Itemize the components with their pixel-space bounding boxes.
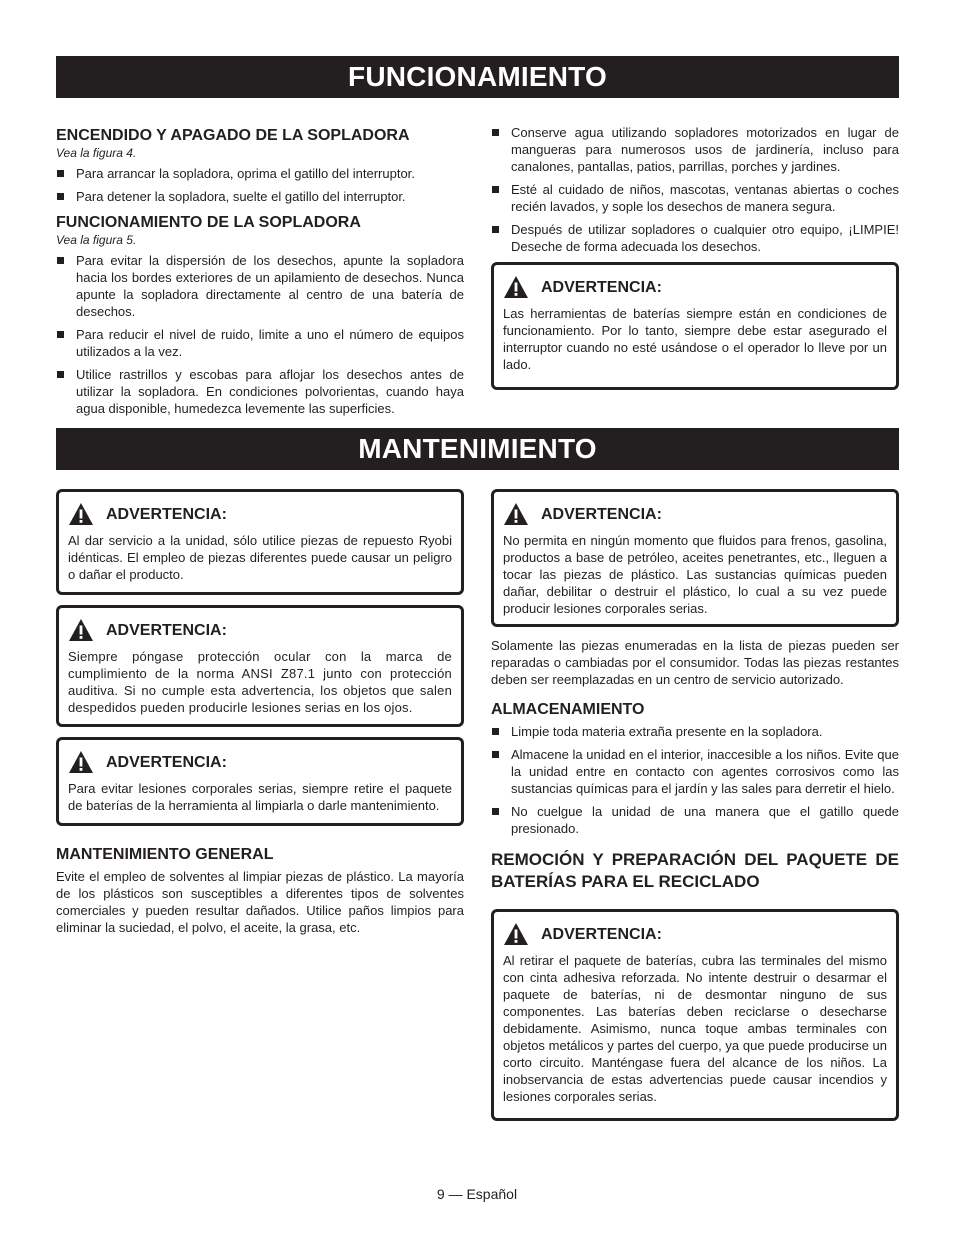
mantenimiento-right-column (491, 637, 899, 893)
heading-encendido: ENCENDIDO Y APAGADO DE LA SOPLADORA (56, 127, 410, 144)
warning-title: ADVERTENCIA: (541, 925, 662, 943)
list-item: Para reducir el nivel de ruido, limite a uno el número de equipos utilizados a la vez. (56, 326, 464, 360)
list-item: Para arrancar la sopladora, oprima el gatillo del interruptor. (56, 165, 464, 182)
warning-text: Al retirar el paquete de baterías, cubra las terminales del mismo con cinta adhesiva reforzada. No intente destruir o desarmar el paquete de baterías, ni de desmontar ninguno de sus componentes. Las baterías deben reciclarse o desecharse debidamente. Asimismo, nunca toque ambas terminales con objetos metálicos y partes del cuerpo, ya que puede producirse un corto circuito. Manténgase fuera del alcance de los niños. La inobservancia de estas advertencias puede causar incendios y lesiones corporales serias. (503, 953, 887, 1104)
list-item: No cuelgue la unidad de una manera que el gatillo quede presionado. (491, 803, 899, 837)
list-item: Después de utilizar sopladores o cualquier otro equipo, ¡LIMPIE! Deseche de forma adecuada los desechos. (491, 221, 899, 255)
list-item: Para detener la sopladora, suelte el gatillo del interruptor. (56, 188, 464, 205)
warning-box (56, 737, 464, 826)
list-item: Almacene la unidad en el interior, inaccesible a los niños. Evite que la unidad entre en contacto con agentes corrosivos como las sustancias químicas para el jardín y las sales para derretir el hielo. (491, 746, 899, 797)
warning-title: ADVERTENCIA: (106, 505, 227, 523)
list-item: Limpie toda materia extraña presente en la sopladora. (491, 723, 899, 740)
warning-box (491, 909, 899, 1121)
warning-box (491, 262, 899, 390)
mantenimiento-general (56, 845, 464, 936)
warning-triangle-icon (68, 502, 94, 526)
funcionamiento-right-list (491, 124, 899, 255)
page-footer: 9 — Español (436, 1186, 518, 1202)
encendido-list (56, 165, 464, 205)
warning-box (56, 489, 464, 595)
list-item: Para evitar la dispersión de los desechos, apunte la sopladora hacia los bordes exteriores de un apilamiento de desechos. Nunca apunte la sopladora directamente al centro de una batería de desechos. (56, 252, 464, 320)
warning-text: Para evitar lesiones corporales serias, siempre retire el paquete de baterías de la herramienta al limpiarla o darle mantenimiento. (68, 781, 452, 813)
warning-triangle-icon (68, 750, 94, 774)
warning-title: ADVERTENCIA: (541, 278, 662, 296)
warning-box (491, 489, 899, 627)
warning-text: Siempre póngase protección ocular con la marca de cumplimiento de la norma ANSI Z87.1 junto con protección auditiva. Si no cumple esta advertencia, los objetos que salen despedidos pueden producirle lesiones serias en los ojos. (68, 649, 452, 715)
section-banner-mantenimiento: MANTENIMIENTO (56, 428, 899, 470)
warning-triangle-icon (503, 922, 529, 946)
warning-box (56, 605, 464, 727)
funcionamiento-left-column (56, 126, 464, 423)
warning-title: ADVERTENCIA: (541, 505, 662, 523)
warning-text: No permita en ningún momento que fluidos para frenos, gasolina, productos a base de petróleo, aceites penetrantes, etc., lleguen a tocar las piezas de plástico. Las sustancias químicas pueden dañar, debilitar o destruir el plástico, lo cual a su vez puede producir lesiones corporales serias. (503, 533, 887, 616)
warning-triangle-icon (68, 618, 94, 642)
heading-mantenimiento-general: MANTENIMIENTO GENERAL (56, 846, 274, 863)
warning-triangle-icon (503, 275, 529, 299)
warning-text: Las herramientas de baterías siempre están en condiciones de funcionamiento. Por lo tanto, siempre debe estar asegurado el interruptor cuando no esté usándose o el operador lo lleve por un lado. (503, 306, 887, 372)
funcionamiento-right-column (491, 124, 899, 261)
figure-reference: Vea la figura 4. (56, 146, 137, 160)
warning-triangle-icon (503, 502, 529, 526)
warning-text: Al dar servicio a la unidad, sólo utilice piezas de repuesto Ryobi idénticas. El empleo de piezas diferentes puede causar un peligro o dañar el producto. (68, 533, 452, 582)
mantenimiento-general-text: Evite el empleo de solventes al limpiar piezas de plástico. La mayoría de los plásticos son susceptibles a diferentes tipos de solventes comerciales y pueden resultar dañados. Utilice paños limpios para eliminar la suciedad, el polvo, el aceite, la grasa, etc. (56, 869, 464, 935)
list-item: Conserve agua utilizando sopladores motorizados en lugar de mangueras para numerosos usos de jardinería, incluso para canalones, pantallas, patios, parrillas, porches y jardines. (491, 124, 899, 175)
warning-title: ADVERTENCIA: (106, 621, 227, 639)
heading-remocion: REMOCIÓN Y PREPARACIÓN DEL PAQUETE DE BATERÍAS PARA EL RECICLADO (491, 850, 899, 891)
heading-almacenamiento: ALMACENAMIENTO (491, 701, 645, 718)
almacenamiento-list (491, 723, 899, 837)
funcionamiento-list (56, 252, 464, 417)
parts-text: Solamente las piezas enumeradas en la lista de piezas pueden ser reparadas o cambiadas por el consumidor. Todas las piezas restantes deben ser reemplazadas en un centro de servicio autorizado. (491, 638, 899, 687)
list-item: Utilice rastrillos y escobas para aflojar los desechos antes de utilizar la sopladora. En condiciones polvorientas, cuando haya agua disponible, humedezca levemente las superficies. (56, 366, 464, 417)
warning-title: ADVERTENCIA: (106, 753, 227, 771)
section-banner-funcionamiento: FUNCIONAMIENTO (56, 56, 899, 98)
heading-funcionamiento-sopladora: FUNCIONAMIENTO DE LA SOPLADORA (56, 214, 361, 231)
figure-reference: Vea la figura 5. (56, 233, 137, 247)
list-item: Esté al cuidado de niños, mascotas, ventanas abiertas o coches recién lavados, y sople los desechos de manera segura. (491, 181, 899, 215)
